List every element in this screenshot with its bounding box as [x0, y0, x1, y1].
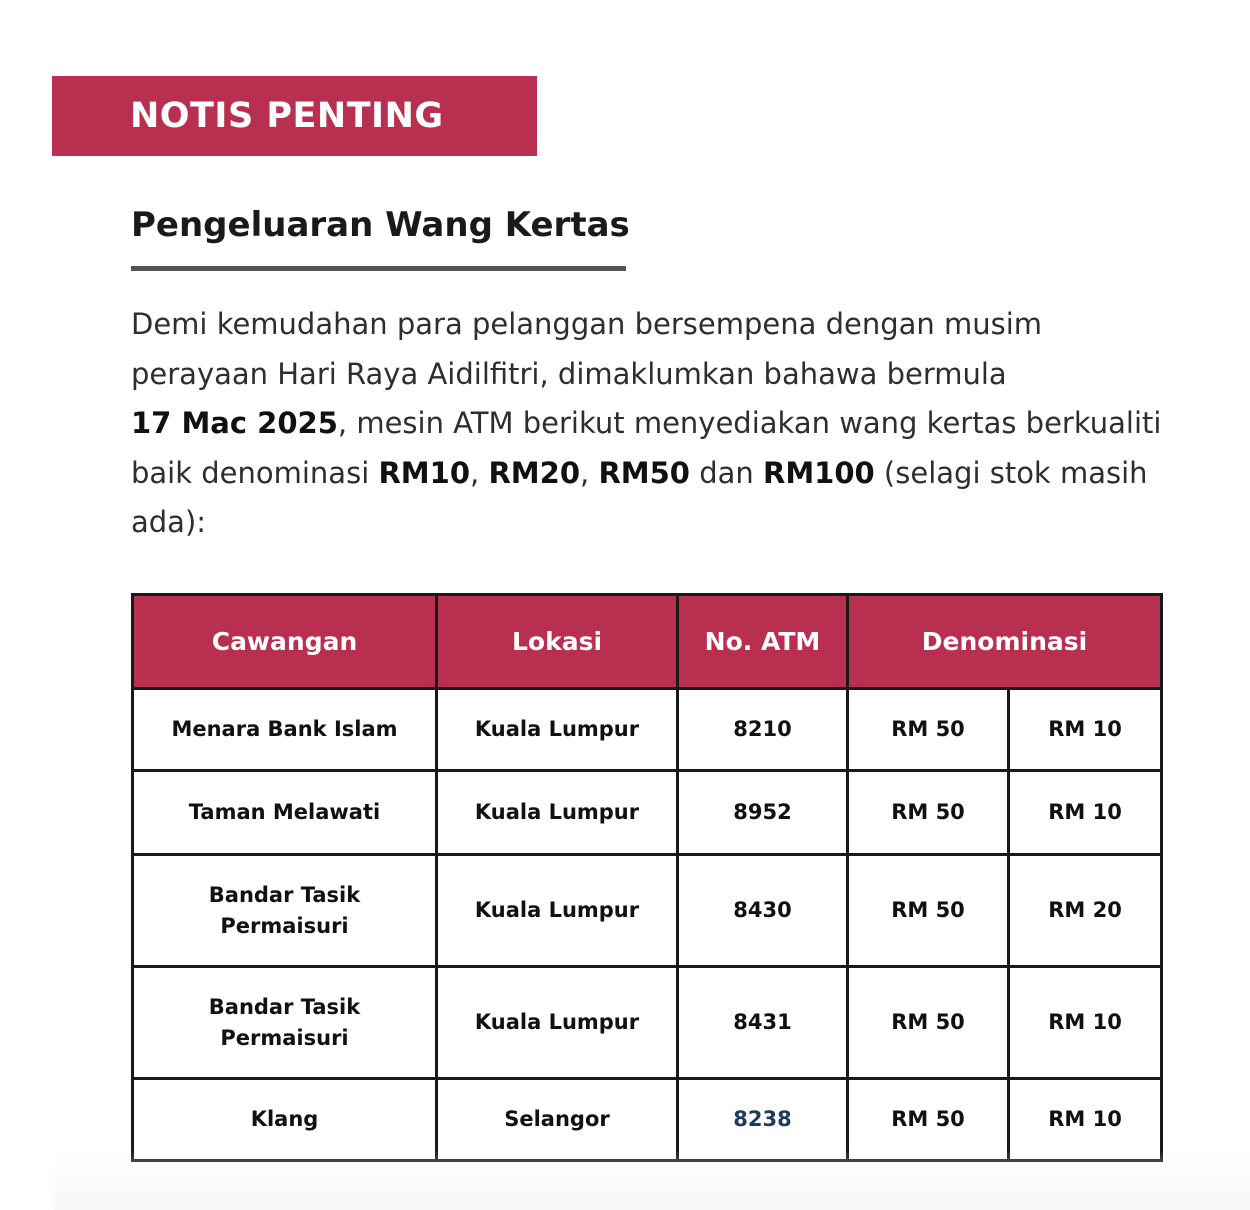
cell-denomination-b: RM 10: [1009, 1079, 1162, 1161]
cell-branch: Bandar Tasik Permaisuri: [133, 967, 437, 1079]
bottom-fade: [55, 1150, 1250, 1210]
notice-banner-label: NOTIS PENTING: [130, 96, 444, 136]
title-underline: [131, 266, 626, 271]
cell-denomination-b: RM 20: [1009, 855, 1162, 967]
intro-separator-3: dan: [689, 455, 763, 490]
cell-atm-no: 8431: [678, 967, 848, 1079]
intro-separator-1: ,: [470, 455, 489, 490]
notice-banner: [52, 76, 537, 156]
denomination-rm50: RM50: [598, 455, 690, 490]
cell-location: Kuala Lumpur: [437, 689, 678, 771]
cell-denomination-a: RM 50: [848, 771, 1009, 855]
table-row: [133, 855, 1162, 967]
intro-separator-2: ,: [580, 455, 599, 490]
cell-denomination-a: RM 50: [848, 967, 1009, 1079]
cell-denomination-b: RM 10: [1009, 967, 1162, 1079]
cell-atm-no: 8430: [678, 855, 848, 967]
cell-atm-no: 8952: [678, 771, 848, 855]
cell-location: Kuala Lumpur: [437, 771, 678, 855]
cell-branch: Menara Bank Islam: [133, 689, 437, 771]
intro-text-3: (selagi stok masih ada):: [131, 455, 1148, 539]
header-location: Lokasi: [437, 595, 678, 689]
intro-text-1: Demi kemudahan para pelanggan bersempena dengan musim perayaan Hari Raya Aidilfitri, dimaklumkan bahawa bermula: [131, 307, 1043, 391]
header-denomination: Denominasi: [848, 595, 1162, 689]
cell-denomination-a: RM 50: [848, 689, 1009, 771]
table-header-row: [133, 595, 1162, 689]
cell-location: Kuala Lumpur: [437, 967, 678, 1079]
cell-location: Selangor: [437, 1079, 678, 1161]
denomination-rm20: RM20: [488, 455, 580, 490]
intro-text-2: , mesin ATM berikut menyediakan wang kertas berkualiti baik denominasi: [131, 406, 1162, 490]
cell-location: Kuala Lumpur: [437, 855, 678, 967]
atm-number-link[interactable]: 8238: [733, 1107, 792, 1131]
atm-table: [131, 593, 1163, 1162]
cell-branch: Bandar Tasik Permaisuri: [133, 855, 437, 967]
denomination-rm10: RM10: [378, 455, 471, 490]
cell-branch: Klang: [133, 1079, 437, 1161]
header-branch: Cawangan: [133, 595, 437, 689]
cell-atm-no: 8210: [678, 689, 848, 771]
cell-atm-no: [678, 1079, 848, 1161]
intro-paragraph: [131, 300, 1171, 548]
cell-branch: Taman Melawati: [133, 771, 437, 855]
intro-date: 17 Mac 2025: [131, 406, 338, 440]
cell-denomination-a: RM 50: [848, 855, 1009, 967]
denomination-rm100: RM100: [762, 455, 875, 490]
cell-denomination-b: RM 10: [1009, 689, 1162, 771]
table-row: [133, 967, 1162, 1079]
cell-denomination-a: RM 50: [848, 1079, 1009, 1161]
table-row: [133, 689, 1162, 771]
header-atm-no: No. ATM: [678, 595, 848, 689]
section-title: Pengeluaran Wang Kertas: [131, 205, 630, 245]
table-row: [133, 1079, 1162, 1161]
table-row: [133, 771, 1162, 855]
cell-denomination-b: RM 10: [1009, 771, 1162, 855]
